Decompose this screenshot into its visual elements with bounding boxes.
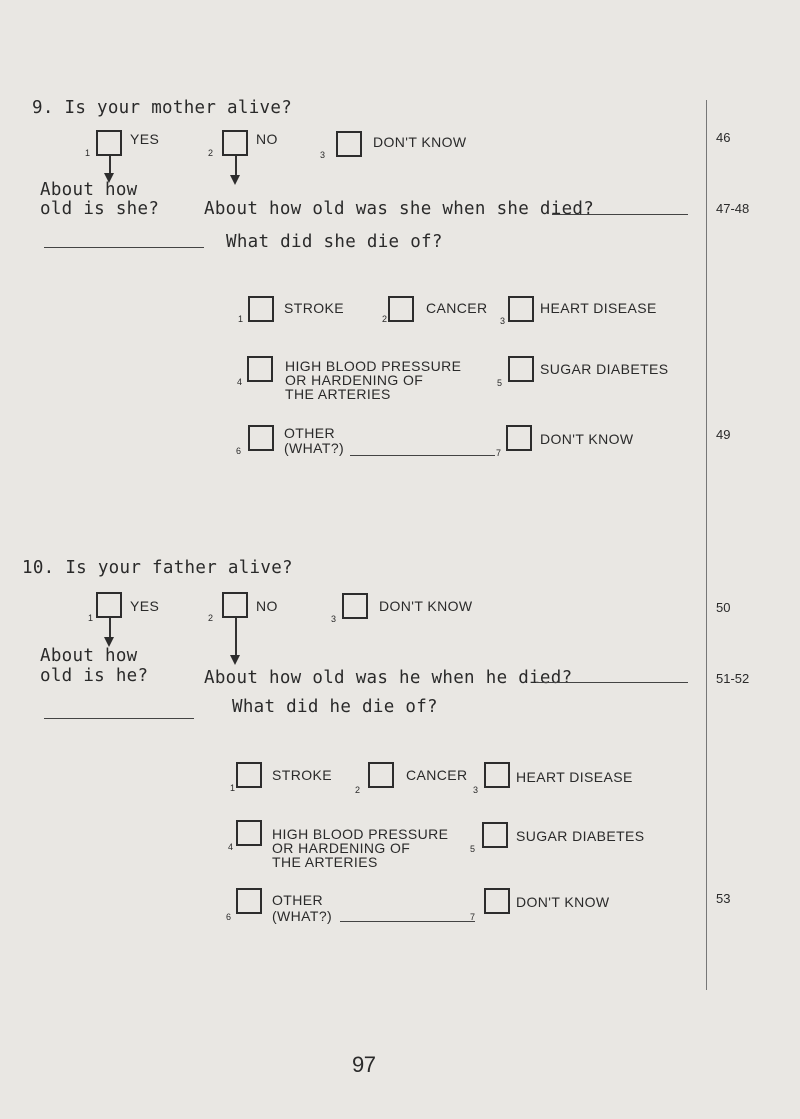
q10-dontknow2-checkbox[interactable] — [484, 888, 510, 914]
q9-dontknow2-label: DON'T KNOW — [540, 431, 634, 447]
q9-died-age-input-line[interactable] — [552, 214, 688, 215]
q10-column-53: 53 — [716, 891, 731, 906]
q9-heart-label: HEART DISEASE — [540, 300, 657, 316]
q9-stroke-label: STROKE — [284, 300, 344, 316]
q9-column-49: 49 — [716, 427, 731, 442]
q9-hbp-label-2: OR HARDENING OF — [285, 372, 424, 388]
q9-dontknow-label: DON'T KNOW — [373, 134, 467, 150]
q10-heart-code: 3 — [473, 785, 479, 795]
q9-dontknow2-code: 7 — [496, 448, 502, 458]
q10-dontknow2-code: 7 — [470, 912, 476, 922]
q10-no-connector — [235, 618, 237, 656]
q10-stroke-code: 1 — [230, 783, 236, 793]
q10-die-of: What did he die of? — [232, 697, 438, 717]
q10-dontknow-code: 3 — [331, 614, 337, 624]
q10-cancer-checkbox[interactable] — [368, 762, 394, 788]
q9-other-what: (WHAT?) — [284, 440, 345, 456]
q9-dontknow-code: 3 — [320, 150, 326, 160]
q9-other-label: OTHER — [284, 425, 335, 441]
q9-yes-checkbox[interactable] — [96, 130, 122, 156]
q10-yes-code: 1 — [88, 613, 94, 623]
page-number: 97 — [352, 1052, 376, 1077]
q10-yes-connector — [109, 618, 111, 638]
q9-no-label: NO — [256, 131, 278, 147]
q9-stroke-checkbox[interactable] — [248, 296, 274, 322]
q9-cancer-checkbox[interactable] — [388, 296, 414, 322]
q10-cancer-code: 2 — [355, 785, 361, 795]
q10-diabetes-code: 5 — [470, 844, 476, 854]
q9-cancer-code: 2 — [382, 314, 388, 324]
q10-yes-checkbox[interactable] — [96, 592, 122, 618]
q9-yes-connector — [109, 156, 111, 174]
q9-column-46: 46 — [716, 130, 731, 145]
q9-no-arrow — [230, 175, 240, 185]
q10-dontknow-label: DON'T KNOW — [379, 598, 473, 614]
q10-old-is: old is he? — [40, 666, 149, 686]
q9-other-code: 6 — [236, 446, 242, 456]
q9-other-checkbox[interactable] — [248, 425, 274, 451]
q10-heart-label: HEART DISEASE — [516, 769, 633, 785]
q10-diabetes-checkbox[interactable] — [482, 822, 508, 848]
q10-heart-checkbox[interactable] — [484, 762, 510, 788]
q9-heart-code: 3 — [500, 316, 506, 326]
q9-dontknow2-checkbox[interactable] — [506, 425, 532, 451]
q10-hbp-checkbox[interactable] — [236, 820, 262, 846]
q9-dontknow-checkbox[interactable] — [336, 131, 362, 157]
q10-stroke-checkbox[interactable] — [236, 762, 262, 788]
q10-no-arrow — [230, 655, 240, 665]
q10-other-code: 6 — [226, 912, 232, 922]
q10-hbp-code: 4 — [228, 842, 234, 852]
q9-other-input-line[interactable] — [350, 455, 495, 456]
q9-hbp-checkbox[interactable] — [247, 356, 273, 382]
q9-hbp-label-1: HIGH BLOOD PRESSURE — [285, 358, 462, 374]
q10-title: 10. Is your father alive? — [22, 558, 293, 578]
q9-age-input-line[interactable] — [44, 247, 204, 248]
q9-title: 9. Is your mother alive? — [32, 98, 293, 118]
q10-hbp-label-3: THE ARTERIES — [272, 854, 378, 870]
q9-no-checkbox[interactable] — [222, 130, 248, 156]
q9-heart-checkbox[interactable] — [508, 296, 534, 322]
q9-die-of: What did she die of? — [226, 232, 443, 252]
q10-other-checkbox[interactable] — [236, 888, 262, 914]
q10-hbp-label-2: OR HARDENING OF — [272, 840, 411, 856]
q10-other-input-line[interactable] — [340, 921, 475, 922]
q10-hbp-label-1: HIGH BLOOD PRESSURE — [272, 826, 449, 842]
q10-about-how: About how — [40, 646, 138, 666]
column-divider — [706, 100, 707, 990]
q10-dontknow-checkbox[interactable] — [342, 593, 368, 619]
q10-dontknow2-label: DON'T KNOW — [516, 894, 610, 910]
q10-column-50: 50 — [716, 600, 731, 615]
q10-no-checkbox[interactable] — [222, 592, 248, 618]
q9-about-how: About how — [40, 180, 138, 200]
q10-yes-label: YES — [130, 598, 160, 614]
q9-diabetes-code: 5 — [497, 378, 503, 388]
q10-cancer-label: CANCER — [406, 767, 468, 783]
q10-diabetes-label: SUGAR DIABETES — [516, 828, 645, 844]
q10-other-label: OTHER — [272, 892, 323, 908]
q9-no-code: 2 — [208, 148, 214, 158]
q9-old-is: old is she? — [40, 199, 160, 219]
q9-diabetes-checkbox[interactable] — [508, 356, 534, 382]
q10-no-label: NO — [256, 598, 278, 614]
q9-stroke-code: 1 — [238, 314, 244, 324]
q9-yes-code: 1 — [85, 148, 91, 158]
q9-hbp-code: 4 — [237, 377, 243, 387]
q10-no-code: 2 — [208, 613, 214, 623]
q9-yes-label: YES — [130, 131, 160, 147]
q9-no-connector — [235, 156, 237, 176]
q10-stroke-label: STROKE — [272, 767, 332, 783]
q10-other-what: (WHAT?) — [272, 908, 333, 924]
q9-column-47-48: 47-48 — [716, 201, 750, 216]
q9-cancer-label: CANCER — [426, 300, 488, 316]
q10-died-age-input-line[interactable] — [536, 682, 688, 683]
q10-died-age: About how old was he when he died? — [204, 668, 573, 688]
q9-hbp-label-3: THE ARTERIES — [285, 386, 391, 402]
q10-age-input-line[interactable] — [44, 718, 194, 719]
q10-column-51-52: 51-52 — [716, 671, 750, 686]
q9-diabetes-label: SUGAR DIABETES — [540, 361, 669, 377]
q9-died-age: About how old was she when she died? — [204, 199, 595, 219]
